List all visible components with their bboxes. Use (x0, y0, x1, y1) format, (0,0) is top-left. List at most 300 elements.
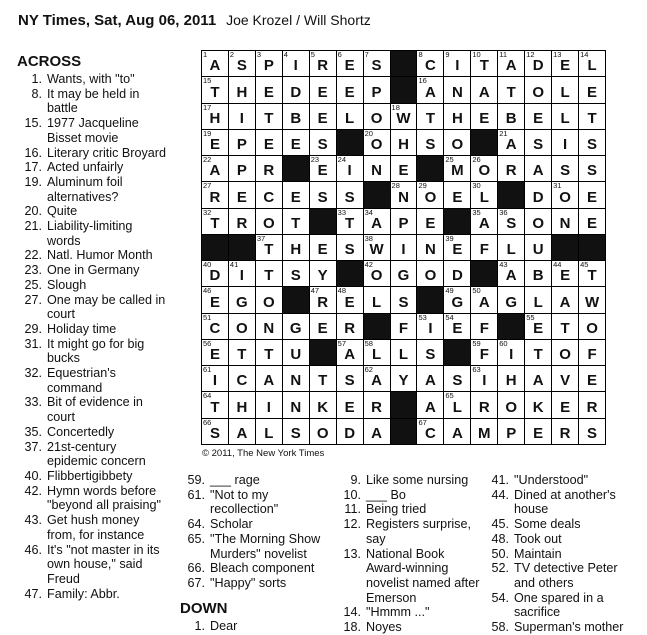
cell-number: 66 (203, 417, 212, 427)
clue-text: Get hush money from, for instance (47, 513, 145, 542)
cell-number: 5 (310, 50, 315, 59)
cell-number: 8 (418, 50, 423, 59)
cell-number: 61 (203, 365, 212, 375)
cell-letter: E (317, 109, 328, 127)
clue-item (17, 440, 167, 469)
clue-number: 11. (344, 502, 361, 517)
cell-number: 46 (203, 286, 212, 296)
clue-number: 54. (491, 590, 509, 605)
grid-cell (391, 130, 417, 155)
grid-cell (579, 209, 605, 234)
grid-cell (256, 340, 282, 365)
cell-number: 34 (364, 207, 373, 217)
clue-text: Acted unfairly (47, 160, 124, 175)
grid-cell (552, 209, 578, 234)
grid-cell (391, 182, 417, 207)
clue-item (180, 619, 328, 634)
grid-cell (579, 156, 605, 181)
cell-letter: E (533, 109, 544, 127)
cell-letter: R (317, 57, 329, 75)
grid-cell (525, 419, 551, 444)
grid-cell (202, 287, 228, 312)
cell-letter: T (264, 241, 274, 259)
clue-number: 20. (24, 204, 42, 219)
clue-number: 42. (24, 483, 42, 498)
grid-cell (498, 366, 524, 391)
cell-number: 53 (418, 312, 427, 322)
grid-cell (202, 261, 228, 286)
grid-cell (229, 130, 255, 155)
puzzle-authors: Joe Krozel / Will Shortz (226, 12, 371, 28)
grid-cell (256, 77, 282, 102)
cell-letter: T (264, 267, 274, 285)
grid-cell (364, 209, 390, 234)
grid-cell (525, 209, 551, 234)
grid-cell (283, 235, 309, 260)
clue-text: Some deals (514, 517, 581, 532)
clue-item (17, 219, 167, 248)
grid-cell (579, 366, 605, 391)
clue-number: 50. (491, 546, 509, 561)
clue-text: Bit of evidence in court (47, 395, 143, 425)
black-square (364, 182, 390, 207)
grid-cell (579, 182, 605, 207)
cell-number: 10 (472, 50, 481, 59)
grid-cell (391, 235, 417, 260)
cell-letter: C (263, 188, 275, 206)
grid-cell (310, 182, 336, 207)
cell-letter: L (398, 346, 409, 364)
grid-cell (417, 104, 443, 129)
cell-letter: K (317, 398, 329, 416)
clue-item (17, 513, 167, 542)
cell-letter: D (290, 83, 302, 101)
clue-item (336, 502, 484, 517)
cell-number: 9 (445, 50, 450, 59)
clue-item (484, 488, 634, 517)
cell-number: 55 (526, 312, 535, 322)
cell-number: 64 (203, 391, 212, 401)
grid-cell (552, 340, 578, 365)
cell-number: 49 (445, 286, 454, 296)
grid-cell (310, 314, 336, 339)
grid-cell (498, 104, 524, 129)
clue-item (180, 561, 328, 576)
grid-cell (444, 156, 470, 181)
clue-number: 46. (24, 542, 42, 557)
clue-number: 67. (187, 575, 205, 590)
clue-item (17, 72, 167, 87)
cell-number: 20 (364, 128, 373, 138)
clue-number: 13. (343, 546, 361, 561)
grid-cell (552, 182, 578, 207)
grid-cell (498, 419, 524, 444)
cell-number: 21 (499, 128, 508, 138)
down-heading: DOWN (180, 599, 228, 617)
cell-letter: I (428, 319, 433, 337)
clue-item (180, 488, 328, 517)
clue-item (17, 484, 167, 513)
clue-text: "Happy" sorts (210, 575, 287, 590)
grid-cell (256, 51, 282, 76)
grid-cell (498, 235, 524, 260)
cell-letter: I (482, 372, 487, 390)
clue-item (336, 517, 484, 546)
across-clue-list (17, 72, 167, 601)
cell-letter: S (398, 293, 409, 311)
grid-cell (417, 130, 443, 155)
clue-number: 44. (491, 487, 509, 502)
clue-text: Superman's mother (514, 620, 624, 635)
cell-letter: E (344, 398, 355, 416)
cell-letter: S (209, 424, 220, 442)
cell-number: 33 (337, 207, 346, 217)
cell-letter: O (370, 267, 383, 285)
cell-letter: E (452, 241, 463, 259)
clue-item (17, 160, 167, 175)
clue-number: 1. (194, 618, 205, 633)
clue-number: 18. (343, 620, 361, 635)
cell-letter: H (505, 372, 517, 390)
grid-cell (283, 392, 309, 417)
cell-letter: O (559, 188, 571, 206)
clue-item (336, 488, 484, 503)
grid-cell (444, 77, 470, 102)
cell-letter: T (210, 83, 220, 101)
cell-number: 56 (203, 338, 212, 348)
clue-text: Bleach component (210, 561, 315, 576)
clue-text: Wants, with "to" (47, 72, 135, 86)
cell-letter: E (317, 162, 328, 180)
clue-item (484, 517, 634, 532)
cell-letter: A (209, 57, 221, 75)
clue-number: 16. (24, 145, 42, 160)
cell-letter: L (371, 346, 382, 364)
grid-cell (337, 209, 363, 234)
grid-cell (552, 366, 578, 391)
grid-cell (364, 77, 390, 102)
cell-letter: O (316, 424, 329, 442)
clue-item (17, 425, 167, 440)
cell-number: 22 (203, 155, 212, 165)
grid-cell (229, 392, 255, 417)
grid-cell (417, 261, 443, 286)
cell-letter: E (587, 188, 598, 206)
grid-cell (471, 340, 497, 365)
cell-letter: T (560, 319, 570, 337)
cell-letter: I (455, 57, 460, 75)
grid-cell (229, 156, 255, 181)
grid-cell (525, 104, 551, 129)
cell-letter: C (425, 424, 436, 442)
cell-letter: H (290, 241, 302, 259)
clue-number: 22. (24, 248, 42, 263)
cell-letter: S (425, 136, 436, 154)
grid-cell (417, 209, 443, 234)
cell-letter: H (236, 83, 248, 101)
clue-text: Scholar (210, 517, 253, 532)
clue-item (484, 561, 634, 590)
cell-letter: N (290, 372, 302, 390)
cell-letter: O (236, 319, 248, 337)
cell-letter: E (587, 83, 598, 101)
cell-letter: A (209, 162, 221, 180)
cell-letter: W (369, 241, 384, 259)
cell-letter: E (317, 241, 328, 259)
cell-letter: T (345, 214, 355, 232)
cell-letter: A (559, 293, 571, 311)
black-square (552, 235, 578, 260)
cell-number: 25 (445, 155, 454, 165)
cell-number: 67 (418, 417, 427, 427)
grid-cell (256, 419, 282, 444)
cell-number: 43 (499, 260, 508, 270)
cell-letter: I (239, 267, 244, 285)
grid-cell (444, 287, 470, 312)
black-square (337, 130, 363, 155)
grid-cell (202, 156, 228, 181)
grid-cell (498, 392, 524, 417)
grid-cell (256, 235, 282, 260)
clue-text: One in Germany (47, 263, 140, 278)
cell-letter: S (587, 424, 598, 442)
grid-cell (471, 104, 497, 129)
cell-number: 17 (203, 102, 212, 112)
clue-number: 10. (343, 487, 361, 502)
clue-item (17, 146, 167, 161)
clue-text: Natl. Humor Month (47, 248, 153, 263)
black-square (471, 130, 497, 155)
clue-item (180, 473, 328, 488)
cell-number: 54 (445, 312, 454, 322)
cell-letter: W (396, 109, 411, 127)
grid-cell (310, 261, 336, 286)
cell-number: 12 (526, 50, 535, 59)
cell-letter: E (560, 398, 571, 416)
cell-letter: L (371, 293, 382, 311)
black-square (337, 261, 363, 286)
cell-letter: Y (317, 267, 328, 285)
black-square (579, 235, 605, 260)
cell-letter: S (317, 188, 328, 206)
cell-number: 15 (203, 76, 212, 86)
cell-letter: A (532, 372, 544, 390)
cell-letter: E (344, 57, 355, 75)
grid-cell (337, 156, 363, 181)
grid-cell (417, 235, 443, 260)
cell-letter: F (398, 319, 409, 337)
black-square (471, 261, 497, 286)
grid-cell (471, 209, 497, 234)
grid-cell (391, 340, 417, 365)
grid-cell (202, 392, 228, 417)
across-heading: ACROSS (17, 53, 82, 70)
grid-cell (364, 104, 390, 129)
cell-letter: L (587, 57, 597, 75)
grid-cell (256, 314, 282, 339)
cell-letter: G (397, 267, 410, 285)
grid-cell (256, 156, 282, 181)
cell-letter: R (263, 162, 275, 180)
grid-cell (229, 287, 255, 312)
clue-number: 43. (24, 513, 42, 528)
grid-cell (229, 419, 255, 444)
clue-text: Dined at another's house (514, 487, 616, 517)
clue-item (17, 116, 167, 145)
cell-letter: A (425, 398, 436, 416)
grid-cell (525, 366, 551, 391)
black-square (283, 156, 309, 181)
grid-cell (498, 287, 524, 312)
grid-cell (310, 156, 336, 181)
cell-number: 19 (203, 128, 212, 138)
grid-cell (444, 51, 470, 76)
cell-letter: R (505, 162, 517, 180)
grid-cell (579, 314, 605, 339)
cell-letter: I (239, 109, 244, 127)
clue-number: 37. (24, 439, 42, 454)
down-clues-column-4 (484, 473, 634, 635)
grid-cell (337, 51, 363, 76)
grid-cell (552, 392, 578, 417)
cell-letter: O (559, 346, 571, 364)
cell-letter: N (425, 241, 436, 259)
cell-number: 28 (391, 181, 400, 191)
grid-cell (471, 77, 497, 102)
grid-cell (256, 182, 282, 207)
grid-cell (552, 419, 578, 444)
clue-text: 1977 Jacqueline Bisset movie (47, 116, 139, 145)
cell-letter: H (236, 398, 248, 416)
clue-number: 27. (24, 292, 42, 307)
grid-cell (417, 77, 443, 102)
cell-letter: K (532, 398, 544, 416)
grid-cell (337, 419, 363, 444)
cell-letter: E (263, 83, 274, 101)
clue-text: Being tried (366, 502, 427, 517)
grid-cell (256, 366, 282, 391)
clue-item (17, 322, 167, 337)
black-square (444, 209, 470, 234)
grid-cell (229, 209, 255, 234)
clue-text: Equestrian's command (47, 366, 116, 395)
cell-number: 24 (337, 155, 346, 165)
grid-cell (444, 104, 470, 129)
grid-cell (417, 366, 443, 391)
cell-letter: E (290, 136, 301, 154)
grid-cell (525, 287, 551, 312)
grid-cell (283, 261, 309, 286)
cell-letter: S (371, 57, 382, 75)
grid-cell (229, 261, 255, 286)
cell-letter: R (236, 214, 248, 232)
grid-cell (391, 156, 417, 181)
grid-cell (310, 419, 336, 444)
grid-cell (310, 130, 336, 155)
clue-text: Family: Abbr. (47, 586, 120, 601)
cell-letter: G (451, 293, 464, 311)
grid-cell (310, 104, 336, 129)
grid-cell (229, 104, 255, 129)
cell-letter: I (347, 162, 352, 180)
cell-letter: B (290, 109, 302, 127)
grid-cell (417, 51, 443, 76)
cell-letter: I (401, 241, 406, 259)
cell-letter: S (425, 346, 436, 364)
clue-number: 31. (24, 336, 42, 351)
cell-number: 13 (553, 50, 562, 59)
grid-cell (552, 104, 578, 129)
clue-text: Liability-limiting words (47, 219, 133, 248)
cell-letter: O (478, 162, 491, 180)
grid-cell (444, 261, 470, 286)
clue-text: Slough (47, 277, 87, 292)
grid-cell (579, 130, 605, 155)
grid-cell (337, 392, 363, 417)
clue-number: 23. (24, 263, 42, 278)
grid-cell (391, 366, 417, 391)
cell-letter: S (317, 136, 328, 154)
grid-cell (283, 77, 309, 102)
down-clue-list (180, 619, 328, 634)
cell-letter: H (451, 109, 463, 127)
clue-text: Dear (210, 618, 238, 633)
cell-letter: G (236, 293, 248, 311)
down-clue-list-continued-2 (484, 473, 634, 635)
cell-letter: P (236, 162, 247, 180)
grid-cell (471, 235, 497, 260)
cell-letter: A (263, 372, 275, 390)
grid-cell (417, 419, 443, 444)
cell-letter: A (505, 267, 517, 285)
publication-title: NY Times, Sat, Aug 06, 2011 (18, 12, 217, 29)
clue-text: Registers surprise, say (366, 517, 471, 546)
grid-cell (552, 130, 578, 155)
grid-cell (417, 340, 443, 365)
cell-number: 16 (418, 76, 427, 86)
cell-letter: N (371, 162, 382, 180)
cell-number: 60 (499, 338, 508, 348)
grid-cell (310, 77, 336, 102)
cell-letter: M (478, 424, 491, 442)
cell-letter: R (586, 398, 598, 416)
cell-letter: A (344, 346, 356, 364)
grid-cell (256, 287, 282, 312)
grid-cell (283, 419, 309, 444)
grid-cell (444, 419, 470, 444)
cell-letter: T (318, 372, 328, 390)
clue-text: 21st-century epidemic concern (47, 439, 146, 469)
cell-letter: H (398, 136, 409, 154)
down-clue-list-continued (336, 473, 484, 635)
cell-letter: D (532, 188, 544, 206)
cell-number: 31 (553, 181, 562, 191)
black-square (444, 340, 470, 365)
black-square (202, 235, 228, 260)
cell-letter: N (451, 83, 463, 101)
cell-letter: R (559, 424, 571, 442)
cell-letter: D (209, 267, 221, 285)
grid-cell (552, 261, 578, 286)
cell-letter: E (587, 372, 598, 390)
clue-number: 29. (24, 321, 42, 336)
cell-letter: R (344, 319, 356, 337)
cell-letter: A (505, 136, 517, 154)
grid-cell (337, 340, 363, 365)
cell-letter: T (210, 214, 220, 232)
clue-number: 35. (24, 424, 42, 439)
clue-item (17, 248, 167, 263)
